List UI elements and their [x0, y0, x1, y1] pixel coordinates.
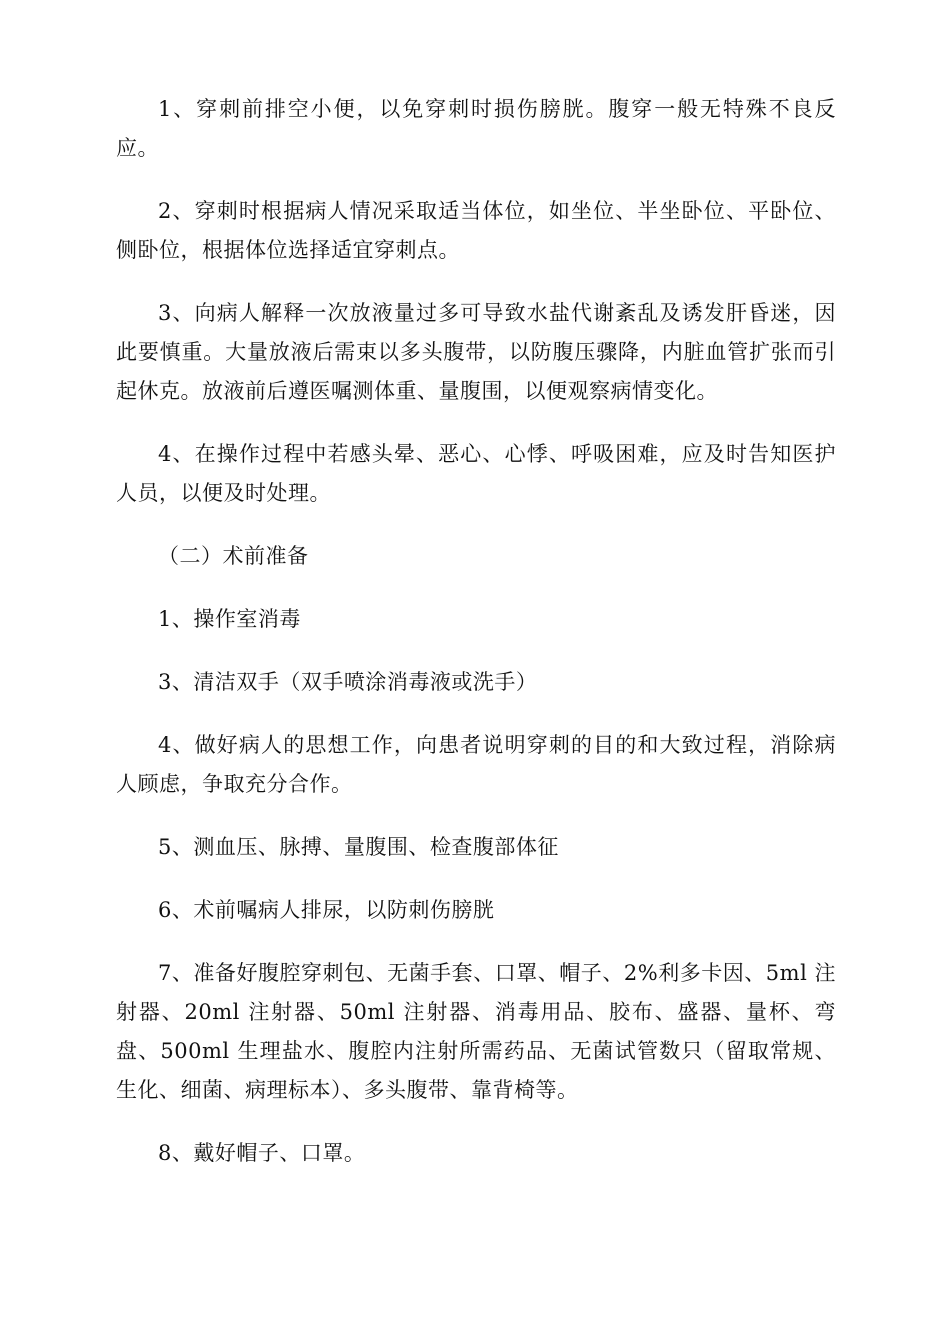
paragraph-preop-6: 6、术前嘱病人排尿，以防刺伤膀胱 [158, 898, 495, 922]
paragraph-precaution-2: 2、穿刺时根据病人情况采取适当体位，如坐位、半坐卧位、平卧位、侧卧位，根据体位选择适宜穿刺点。 [116, 199, 836, 262]
paragraph-precaution-4: 4、在操作过程中若感头晕、恶心、心悸、呼吸困难，应及时告知医护人员，以便及时处理。 [116, 442, 836, 505]
document-body [116, 90, 836, 1197]
paragraph-preop-8: 8、戴好帽子、口罩。 [158, 1141, 366, 1165]
paragraph-preop-1: 1、操作室消毒 [158, 607, 301, 631]
paragraph-preop-4: 4、做好病人的思想工作，向患者说明穿刺的目的和大致过程，消除病人顾虑，争取充分合作。 [116, 733, 836, 796]
paragraph-precaution-3: 3、向病人解释一次放液量过多可导致水盐代谢紊乱及诱发肝昏迷，因此要慎重。大量放液后需束以多头腹带，以防腹压骤降，内脏血管扩张而引起休克。放液前后遵医嘱测体重、量腹围，以便观察病情变化。 [116, 301, 836, 403]
paragraph-preop-3: 3、清洁双手（双手喷涂消毒液或洗手） [158, 670, 538, 694]
paragraph-preop-7: 7、准备好腹腔穿刺包、无菌手套、口罩、帽子、2%利多卡因、5ml 注射器、20ml 注射器、50ml 注射器、消毒用品、胶布、盛器、量杯、弯盘、500ml 生理盐水、腹腔内注射所需药品、无菌试管数只（留取常规、生化、细菌、病理标本）、多头腹带、靠背椅等。 [116, 961, 836, 1102]
paragraph-preop-5: 5、测血压、脉搏、量腹围、检查腹部体征 [158, 835, 559, 859]
section-heading-preop: （二）术前准备 [158, 544, 309, 568]
paragraph-precaution-1: 1、穿刺前排空小便，以免穿刺时损伤膀胱。腹穿一般无特殊不良反应。 [116, 97, 836, 160]
